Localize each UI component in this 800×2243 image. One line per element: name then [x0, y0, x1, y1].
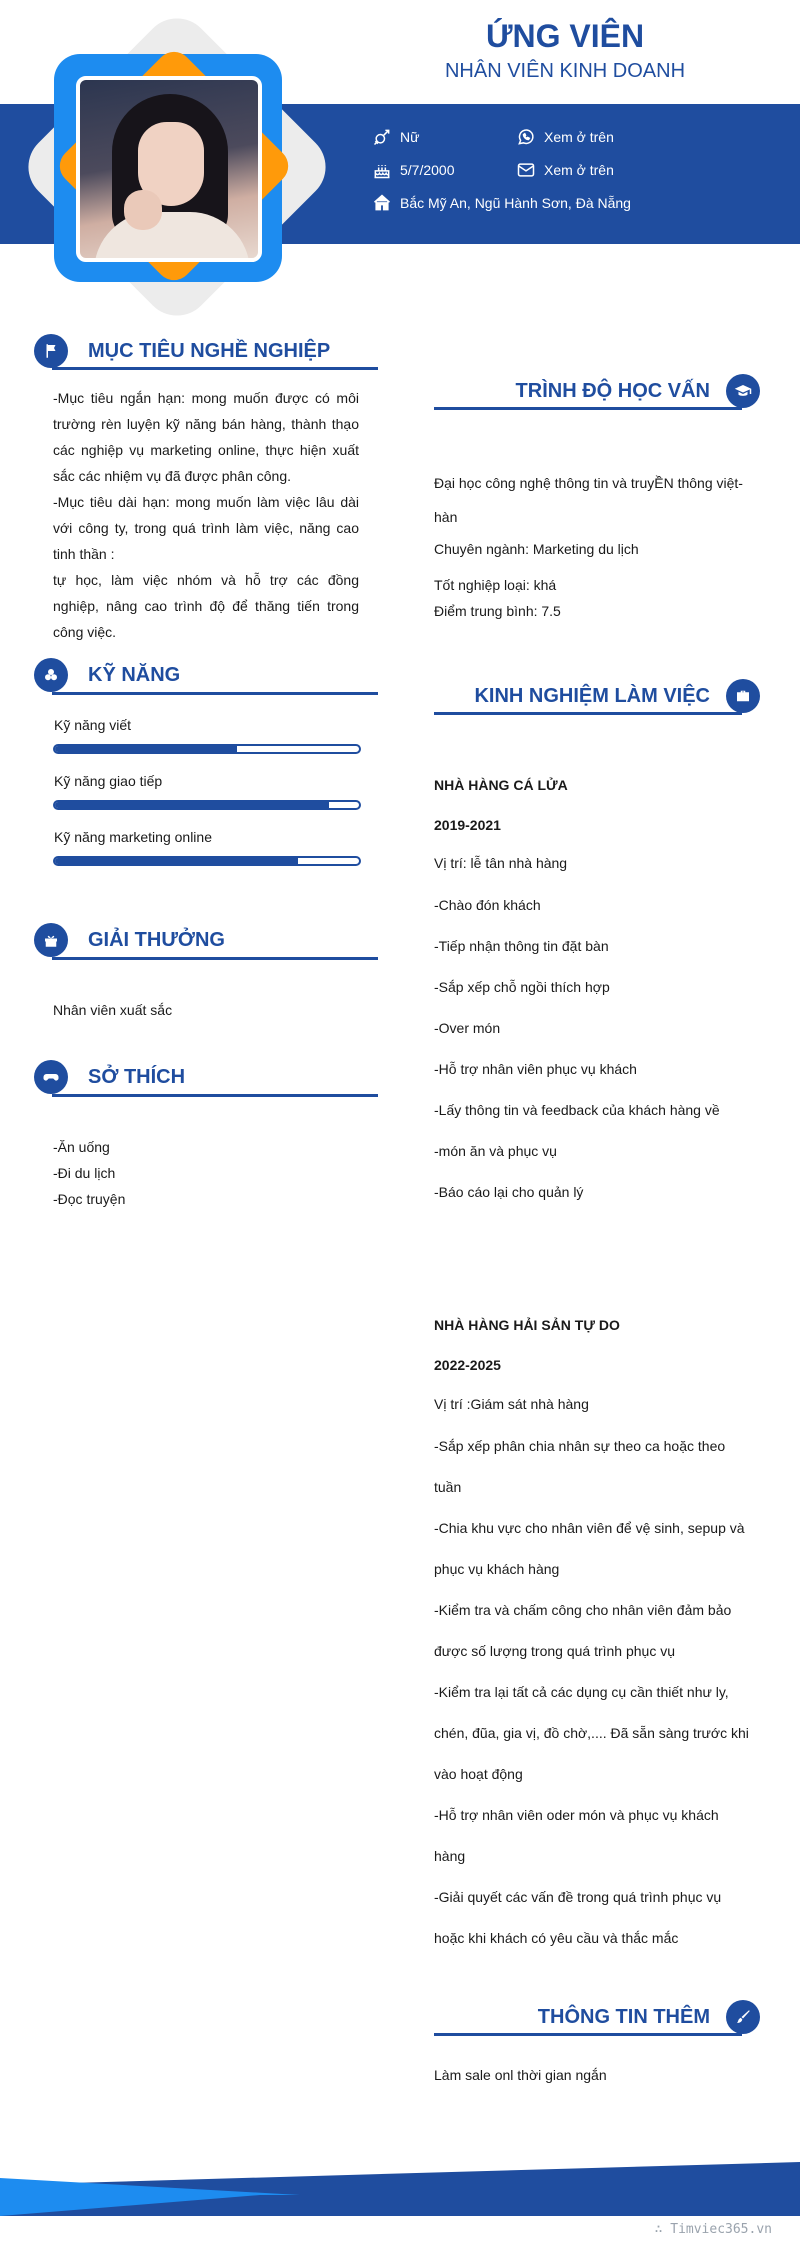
phone-value: Xem ở trên	[544, 129, 614, 145]
hobbies-title: SỞ THÍCH	[88, 1065, 186, 1088]
experience-title: KINH NGHIỆM LÀM VIỆC	[474, 684, 710, 707]
job-duty: -Giải quyết các vấn đề trong quá trình phục vụ	[434, 1889, 722, 1905]
job-duty: tuần	[434, 1479, 462, 1495]
education-title: TRÌNH ĐỘ HỌC VẤN	[515, 379, 710, 402]
gender-icon	[372, 127, 392, 147]
gender-value: Nữ	[400, 129, 420, 145]
hobby-item: -Ăn uống	[53, 1139, 110, 1155]
watermark: ∴ Timviec365.vn	[654, 2222, 772, 2237]
job-duty: -Kiểm tra và chấm công cho nhân viên đảm bảo	[434, 1602, 732, 1618]
skill-label: Kỹ năng giao tiếp	[54, 773, 163, 789]
email-value: Xem ở trên	[544, 162, 614, 178]
skill-label: Kỹ năng viết	[54, 717, 132, 733]
objective-title: MỤC TIÊU NGHỀ NGHIỆP	[88, 339, 331, 362]
contact-email	[516, 160, 614, 180]
skill-fill	[55, 746, 237, 752]
job-duty: phục vụ khách hàng	[434, 1561, 560, 1577]
job-position: Vị trí :Giám sát nhà hàng	[434, 1396, 589, 1412]
education-school: Đại học công nghệ thông tin và truyỀN thông việt-hàn	[434, 475, 743, 525]
job-duty: vào hoạt động	[434, 1766, 523, 1782]
objective-text	[53, 385, 359, 645]
contact-gender	[372, 127, 419, 147]
hobbies-list	[53, 1134, 125, 1212]
contact-phone	[516, 127, 614, 147]
objective-heading	[34, 334, 330, 368]
avatar-frame	[50, 28, 290, 308]
home-icon	[372, 193, 392, 213]
job-duty: được số lượng trong quá trình phục vụ	[434, 1643, 676, 1659]
education-heading	[430, 374, 760, 408]
job-duty: -Hỗ trợ nhân viên phục vụ khách	[434, 1061, 637, 1077]
briefcase-icon	[726, 679, 760, 713]
address-value: Bắc Mỹ An, Ngũ Hành Sơn, Đà Nẵng	[400, 195, 631, 211]
skill-label: Kỹ năng marketing online	[54, 829, 212, 845]
objective-long-term: -Mục tiêu dài hạn: mong muốn làm việc lâu dài với công ty, trong quá trình làm việc, năng cao tinh thần :	[53, 494, 359, 562]
objective-short-term: -Mục tiêu ngắn hạn: mong muốn được có môi trường rèn luyện kỹ năng bán hàng, thành thạo các nghiệp vụ marketing online, thực hiện xuất sắc các nhiệm vụ đã được phân công.	[53, 390, 359, 484]
candidate-role: NHÂN VIÊN KINH DOANH	[444, 60, 686, 82]
avatar	[76, 76, 262, 262]
hobby-item: -Đọc truyện	[53, 1191, 126, 1207]
skills-heading	[34, 658, 180, 692]
job-duty: -Kiểm tra lại tất cả các dụng cụ cần thiết như ly,	[434, 1684, 729, 1700]
job-duty: -Sắp xếp phân chia nhân sự theo ca hoặc theo	[434, 1438, 726, 1454]
more-info-text: Làm sale onl thời gian ngắn	[434, 2067, 607, 2083]
flag-icon	[34, 334, 68, 368]
education-grade: Tốt nghiệp loại: khá	[434, 577, 557, 593]
education-major: Chuyên ngành: Marketing du lịch	[434, 541, 639, 557]
job-duty: -Lấy thông tin và feedback của khách hàng về	[434, 1102, 720, 1118]
job-duty: -Over món	[434, 1020, 501, 1036]
job-duty: hoặc khi khách có yêu cầu và thắc mắc	[434, 1930, 679, 1946]
job-period: 2019-2021	[434, 817, 501, 833]
hobbies-underline	[52, 1094, 378, 1097]
job-position: Vị trí: lễ tân nhà hàng	[434, 855, 568, 871]
skills-underline	[52, 692, 378, 695]
more-info-underline	[434, 2033, 742, 2036]
awards-heading	[34, 923, 225, 957]
education-gpa: Điểm trung bình: 7.5	[434, 603, 561, 619]
job-company: NHÀ HÀNG CÁ LỬA	[434, 777, 568, 793]
skill-bar	[53, 744, 361, 754]
experience-underline	[434, 712, 742, 715]
experience-heading	[430, 679, 760, 713]
award-item: Nhân viên xuất sắc	[53, 1002, 173, 1018]
contact-dob	[372, 160, 455, 180]
job-duty: -Chào đón khách	[434, 897, 541, 913]
dob-value: 5/7/2000	[400, 162, 455, 178]
cake-icon	[372, 160, 392, 180]
mail-icon	[516, 160, 536, 180]
education-underline	[434, 407, 742, 410]
job-duty: -Chia khu vực cho nhân viên để vệ sinh, sepup và	[434, 1520, 745, 1536]
awards-underline	[52, 957, 378, 960]
skills-title: KỸ NĂNG	[88, 663, 181, 686]
objective-underline	[52, 367, 378, 370]
skill-fill	[55, 802, 329, 808]
more-info-title: THÔNG TIN THÊM	[537, 2005, 710, 2028]
skill-fill	[55, 858, 298, 864]
brush-icon	[726, 2000, 760, 2034]
job-company: NHÀ HÀNG HẢI SẢN TỰ DO	[434, 1317, 620, 1333]
skills-icon	[34, 658, 68, 692]
objective-extra: tự học, làm việc nhóm và hỗ trợ các đồng nghiệp, nâng cao trình độ để thăng tiến trong công việc.	[53, 572, 359, 640]
skill-bar	[53, 856, 361, 866]
gift-icon	[34, 923, 68, 957]
job-duty: -món ăn và phục vụ	[434, 1143, 557, 1159]
more-info-heading	[430, 2000, 760, 2034]
job-duty: -Báo cáo lại cho quản lý	[434, 1184, 584, 1200]
job-duty: hàng	[434, 1848, 466, 1864]
job-duty: -Sắp xếp chỗ ngồi thích hợp	[434, 979, 610, 995]
job-duties	[434, 1426, 764, 1959]
job-duty: chén, đũa, gia vị, đồ chờ,.... Đã sẵn sàng trước khi	[434, 1725, 749, 1741]
hobby-item: -Đi du lịch	[53, 1165, 116, 1181]
awards-title: GIẢI THƯỞNG	[88, 928, 225, 951]
contact-address	[372, 193, 631, 213]
graduation-cap-icon	[726, 374, 760, 408]
gamepad-icon	[34, 1060, 68, 1094]
hobbies-heading	[34, 1060, 185, 1094]
job-duty: -Tiếp nhận thông tin đặt bàn	[434, 938, 609, 954]
whatsapp-icon	[516, 127, 536, 147]
job-duties	[434, 885, 764, 1213]
job-period: 2022-2025	[434, 1357, 501, 1373]
job-duty: -Hỗ trợ nhân viên oder món và phục vụ khách	[434, 1807, 719, 1823]
skill-bar	[53, 800, 361, 810]
candidate-name: ỨNG VIÊN	[485, 18, 645, 54]
